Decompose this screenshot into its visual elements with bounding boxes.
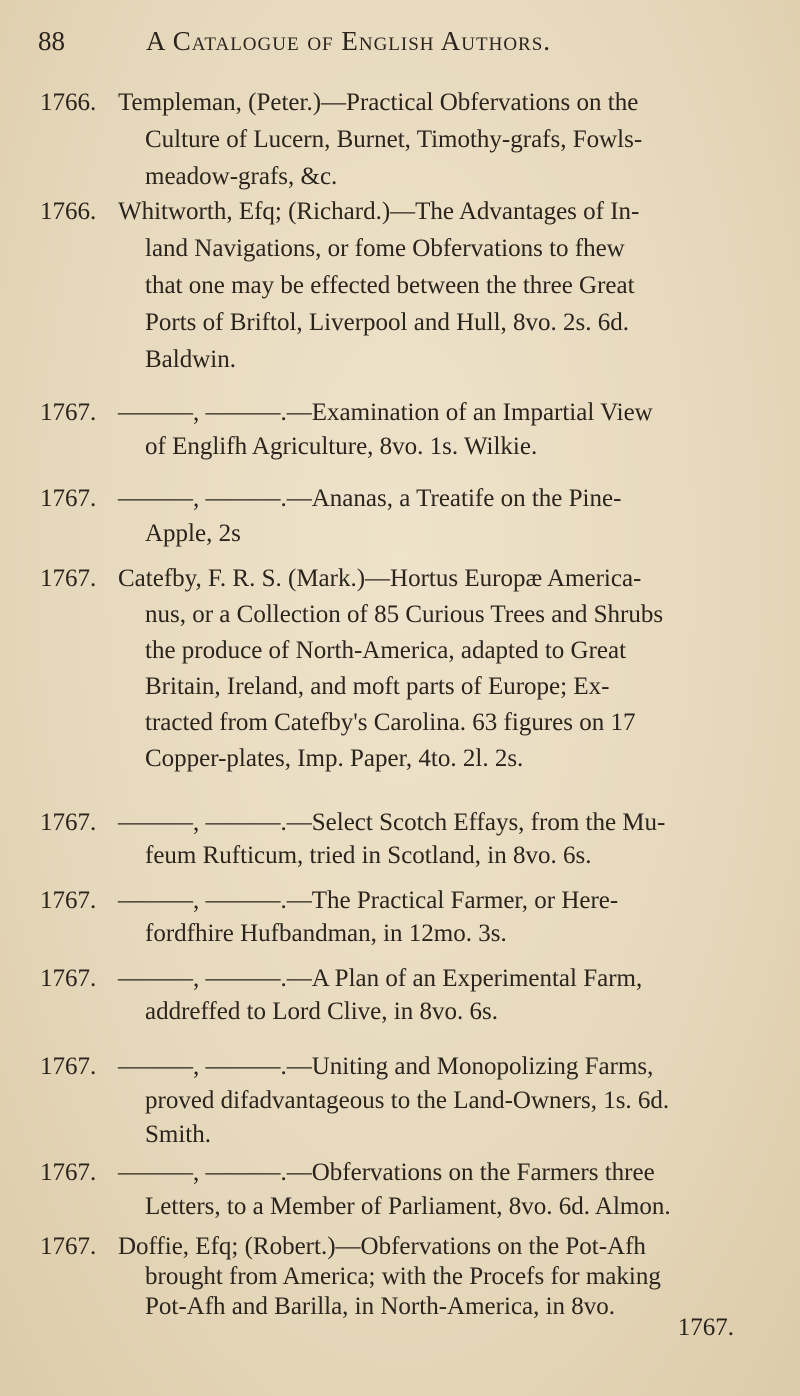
entry-line: the produce of North-America, adapted to Great: [145, 637, 627, 664]
entry-year: 1767.: [40, 485, 97, 512]
entry-year: 1767.: [40, 809, 97, 836]
entry-line: Templeman, (Peter.)—Practical Obfervations on the: [118, 89, 639, 116]
entry-line: land Navigations, or fome Obfervations to fhew: [145, 235, 625, 262]
entry-line: addreffed to Lord Clive, in 8vo. 6s.: [145, 998, 498, 1025]
entry-line: ———, ———.—Uniting and Monopolizing Farms,: [118, 1053, 654, 1080]
entry-line: tracted from Catefby's Carolina. 63 figures on 17: [145, 709, 636, 736]
entry-year: 1767.: [40, 565, 97, 592]
catchword: 1767.: [677, 1314, 734, 1341]
page-number: 88: [38, 26, 65, 56]
entry-line: ———, ———.—Ananas, a Treatife on the Pine-: [118, 485, 622, 512]
entry-year: 1767.: [40, 965, 97, 992]
entry-line: ———, ———.—The Practical Farmer, or Here-: [118, 887, 619, 914]
entry-line: Letters, to a Member of Parliament, 8vo. 6d. Almon.: [145, 1193, 671, 1220]
entry-line: Whitworth, Efq; (Richard.)—The Advantages of In-: [118, 198, 640, 225]
entry-line: ———, ———.—Select Scotch Effays, from the Mu-: [118, 809, 666, 836]
entry-line: brought from America; with the Procefs for making: [145, 1263, 661, 1290]
entry-line: that one may be effected between the three Great: [145, 272, 635, 299]
entry-year: 1767.: [40, 1053, 97, 1080]
entry-line: Copper-plates, Imp. Paper, 4to. 2l. 2s.: [145, 745, 524, 772]
entry-line: ———, ———.—A Plan of an Experimental Farm,: [118, 965, 643, 992]
entry-line: Pot-Afh and Barilla, in North-America, in 8vo.: [145, 1293, 616, 1320]
entry-line: Ports of Briftol, Liverpool and Hull, 8vo. 2s. 6d.: [145, 309, 629, 336]
entry-year: 1766.: [40, 89, 97, 116]
entry-line: proved difadvantageous to the Land-Owners, 1s. 6d.: [145, 1087, 670, 1114]
entry-line: of Englifh Agriculture, 8vo. 1s. Wilkie.: [145, 433, 538, 460]
entry-line: Doffie, Efq; (Robert.)—Obfervations on the Pot-Afh: [118, 1233, 646, 1260]
entry-line: feum Rufticum, tried in Scotland, in 8vo. 6s.: [145, 842, 592, 869]
entry-line: meadow-grafs, &c.: [145, 163, 338, 190]
entry-line: fordfhire Hufbandman, in 12mo. 3s.: [145, 920, 507, 947]
entry-line: Apple, 2s: [145, 520, 241, 547]
entry-line: ———, ———.—Examination of an Impartial View: [118, 399, 653, 426]
entry-line: ———, ———.—Obfervations on the Farmers three: [118, 1159, 655, 1186]
entry-line: Catefby, F. R. S. (Mark.)—Hortus Europæ America-: [118, 565, 642, 592]
entry-line: Culture of Lucern, Burnet, Timothy-grafs, Fowls-: [145, 126, 643, 153]
entry-year: 1767.: [40, 1233, 97, 1260]
entry-year: 1766.: [40, 198, 97, 225]
entry-line: Baldwin.: [145, 346, 236, 373]
entry-year: 1767.: [40, 887, 97, 914]
page-header: [38, 18, 770, 58]
entry-year: 1767.: [40, 1159, 97, 1186]
entry-line: Britain, Ireland, and moft parts of Europe; Ex-: [145, 673, 610, 700]
entry-year: 1767.: [40, 399, 97, 426]
running-head: A Catalogue of English Authors.: [146, 26, 552, 56]
entry-line: Smith.: [145, 1121, 211, 1148]
entry-line: nus, or a Collection of 85 Curious Trees and Shrubs: [145, 601, 664, 628]
